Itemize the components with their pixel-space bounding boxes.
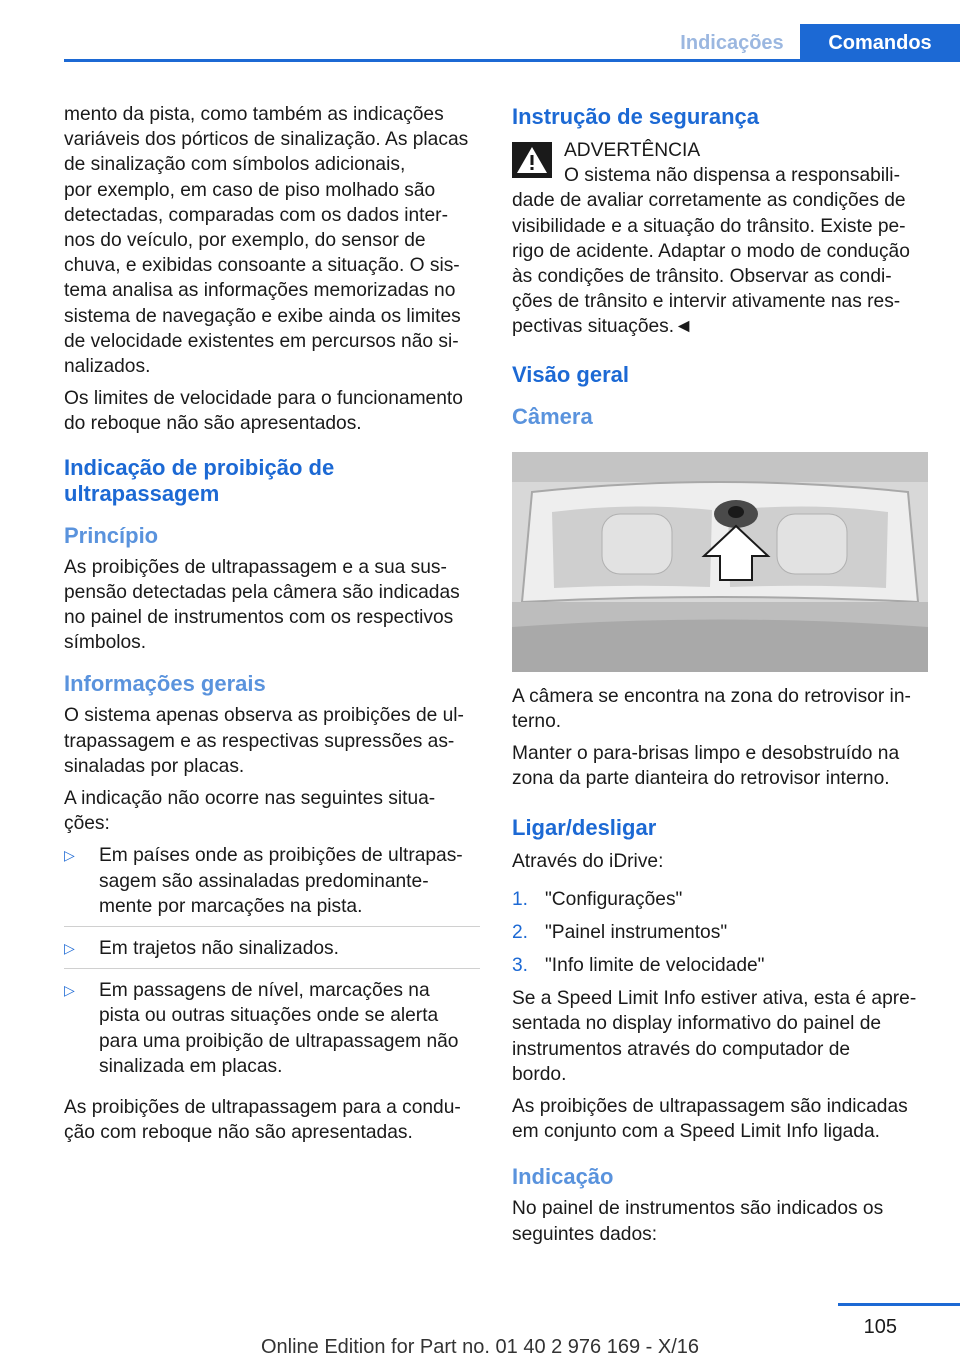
principle-paragraph: As proibições de ultrapassagem e a sua sus‐ pensão detectadas pela câmera são indicadas no painel de instrumentos com os respectivos símbolos. — [64, 556, 460, 654]
camera-clean-text: Manter o para-brisas limpo e desobstruído na zona da parte dianteira do retrovisor interno. — [512, 743, 900, 790]
left-column — [64, 102, 480, 1153]
subheading-display: Indicação — [512, 1164, 614, 1190]
page-number-rule — [838, 1303, 960, 1306]
subheading-principle: Princípio — [64, 522, 159, 548]
list-item: ▷ Em países onde as proibições de ultrapas‐ sagem são assinaladas predominante‐ mente por marcações na pista. — [64, 843, 480, 927]
idrive-intro: Através do iDrive: — [512, 851, 664, 873]
intro-paragraph: mento da pista, como também as indicações variáveis dos pórticos de sinalização. As placas de sinalização com símbolos adicionais, por exemplo, em caso de piso molhado são detectadas, comparadas com os dados inter‐ nos do veículo, por exemplo, do sensor de chuva, e exibidas consoante a situação. O sis‐ tema analisa as informações memorizadas no sistema de navegação e exibe ainda os limites de velocidade existentes em percursos não si‐ nalizados. — [64, 104, 469, 378]
step-item: 3. "Info limite de velocidade" — [512, 955, 765, 977]
section-tab-comandos: Comandos — [800, 24, 960, 62]
camera-location-photo — [512, 452, 928, 672]
situations-list — [64, 843, 480, 1086]
overtaking-display-text: As proibições de ultrapassagem são indicadas em conjunto com a Speed Limit Info ligada. — [512, 1096, 908, 1143]
camera-location-text: A câmera se encontra na zona do retrovisor in‐ terno. — [512, 685, 911, 732]
triangle-bullet-icon: ▷ — [64, 940, 75, 957]
heading-overview: Visão geral — [512, 361, 629, 387]
general-paragraph-1: O sistema apenas observa as proibições de ul‐ trapassagem e as respectivas supressões as‐ sinaladas por placas. — [64, 705, 464, 777]
steps-list — [512, 887, 930, 979]
general-paragraph-2: A indicação não ocorre nas seguintes situa‐ ções: — [64, 788, 436, 835]
closing-paragraph: As proibições de ultrapassagem para a condu‐ ção com reboque não são apresentadas. — [64, 1097, 461, 1144]
warning-triangle-icon — [512, 142, 552, 178]
section-tab-indicacoes: Indicações — [680, 31, 784, 54]
speed-limit-info-text: Se a Speed Limit Info estiver ativa, esta é apre‐ sentada no display informativo do painel de instrumentos através do computador de bordo. — [512, 988, 917, 1085]
step-item: 2. "Painel instrumentos" — [512, 921, 728, 943]
subheading-general-info: Informações gerais — [64, 671, 266, 697]
heading-overtaking-ban: Indicação de proibição de ultrapassagem — [64, 454, 335, 506]
warning-title: ADVERTÊNCIA — [564, 140, 701, 161]
edition-footer: Online Edition for Part no. 01 40 2 976 169 - X/16 — [260, 1336, 700, 1358]
heading-on-off: Ligar/desligar — [512, 815, 657, 841]
heading-safety: Instrução de segurança — [512, 104, 759, 129]
list-item: ▷ Em passagens de nível, marcações na pista ou outras situações onde se alerta para uma proibição de ultrapassagem não sinalizada em placas. — [64, 980, 459, 1077]
triangle-bullet-icon: ▷ — [64, 982, 75, 999]
subheading-camera: Câmera — [512, 403, 593, 429]
triangle-bullet-icon: ▷ — [64, 847, 75, 864]
warning-text: dade de avaliar corretamente as condições de visibilidade e a situação do trânsito. Existe pe‐ rigo de acidente. Adaptar o modo de condução às condições de trânsito. Observar as condi‐ ções de trânsito e intervir ativamente nas res‐ pectivas situações.◄ — [512, 190, 910, 338]
page-header — [64, 24, 960, 62]
list-item: ▷ Em trajetos não sinalizados. — [64, 936, 480, 969]
step-item: 1. "Configurações" — [512, 888, 683, 910]
warning-block: ADVERTÊNCIA O sistema não dispensa a responsabili‐ — [512, 138, 930, 188]
right-column — [512, 102, 930, 1254]
display-text: No painel de instrumentos são indicados os seguintes dados: — [512, 1198, 884, 1245]
header-rule — [64, 59, 960, 62]
trailer-paragraph: Os limites de velocidade para o funcionamento do reboque não são apresentados. — [64, 388, 463, 435]
page-number: 105 — [863, 1316, 897, 1338]
